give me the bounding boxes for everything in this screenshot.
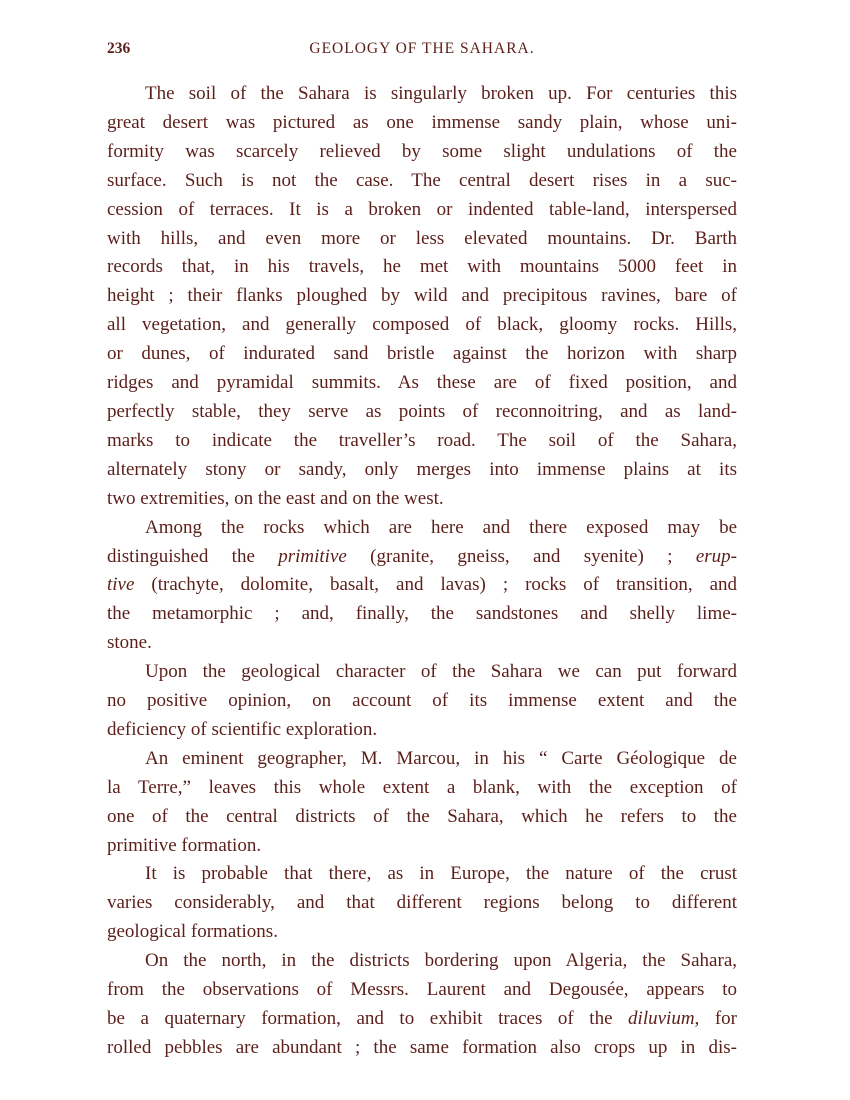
text-line: with hills, and even more or less elevated mountains. Dr. Barth xyxy=(107,227,737,249)
page-header xyxy=(107,36,737,62)
paragraph xyxy=(107,860,737,947)
text-line: height ; their flanks ploughed by wild and precipitous ravines, bare of xyxy=(107,285,737,307)
paragraph xyxy=(107,745,737,861)
text-line: la Terre,” leaves this whole extent a blank, with the exception of xyxy=(107,776,737,798)
text-line: marks to indicate the traveller’s road. The soil of the Sahara, xyxy=(107,429,737,451)
body-text xyxy=(107,80,737,1063)
text-line: primitive formation. xyxy=(107,834,262,856)
text-line: from the observations of Messrs. Laurent and Degousée, appears to xyxy=(107,979,737,1001)
text-line: distinguished the primitive (granite, gneiss, and syenite) ; erup- xyxy=(107,545,737,567)
italic-term: erup- xyxy=(695,545,737,567)
paragraph xyxy=(107,80,737,514)
text-line: the metamorphic ; and, finally, the sandstones and shelly lime- xyxy=(107,603,737,625)
italic-term: tive xyxy=(107,574,135,596)
text-line: perfectly stable, they serve as points of reconnoitring, and as land- xyxy=(107,400,737,422)
text-line: On the north, in the districts bordering upon Algeria, the Sahara, xyxy=(145,950,737,972)
text-line: It is probable that there, as in Europe, the nature of the crust xyxy=(145,863,737,885)
text-line: surface. Such is not the case. The central desert rises in a suc- xyxy=(107,169,737,191)
italic-term: diluvium xyxy=(628,1008,695,1029)
text-line: geological formations. xyxy=(107,921,278,943)
text-line: no positive opinion, on account of its immense extent and the xyxy=(107,690,737,712)
text-line: two extremities, on the east and on the west. xyxy=(107,487,444,509)
text-line: stone. xyxy=(107,632,152,654)
text-line: one of the central districts of the Sahara, which he refers to the xyxy=(107,805,737,827)
text-line: deficiency of scientific exploration. xyxy=(107,718,378,740)
text-line: rolled pebbles are abundant ; the same formation also crops up in dis- xyxy=(107,1036,737,1058)
text-line: formity was scarcely relieved by some slight undulations of the xyxy=(107,140,737,162)
running-title: GEOLOGY OF THE SAHARA. xyxy=(309,40,535,57)
text-line: alternately stony or sandy, only merges into immense plains at its xyxy=(107,458,737,480)
italic-term: primitive xyxy=(278,545,347,567)
text-line: be a quaternary formation, and to exhibit traces of the diluvium, for xyxy=(107,1008,737,1029)
text-line: The soil of the Sahara is singularly broken up. For centuries this xyxy=(145,83,737,104)
text-line: records that, in his travels, he met with mountains 5000 feet in xyxy=(107,256,737,278)
text-line: great desert was pictured as one immense sandy plain, whose uni- xyxy=(107,111,737,133)
text-line: tive (trachyte, dolomite, basalt, and lavas) ; rocks of transition, and xyxy=(107,574,737,596)
text-line: or dunes, of indurated sand bristle against the horizon with sharp xyxy=(107,343,737,365)
text-line: Among the rocks which are here and there exposed may be xyxy=(145,516,737,538)
text-line: Upon the geological character of the Sahara we can put forward xyxy=(145,661,737,683)
text-line: ridges and pyramidal summits. As these are of fixed position, and xyxy=(107,372,737,394)
paragraph xyxy=(107,947,737,1063)
paragraph xyxy=(107,514,737,659)
paragraph xyxy=(107,658,737,745)
text-line: all vegetation, and generally composed of black, gloomy rocks. Hills, xyxy=(107,314,737,336)
page-number: 236 xyxy=(107,40,131,57)
text-line: An eminent geographer, M. Marcou, in his “ Carte Géologique de xyxy=(145,747,737,769)
text-line: varies considerably, and that different regions belong to different xyxy=(107,892,737,914)
text-line: cession of terraces. It is a broken or indented table-land, interspersed xyxy=(107,198,737,220)
